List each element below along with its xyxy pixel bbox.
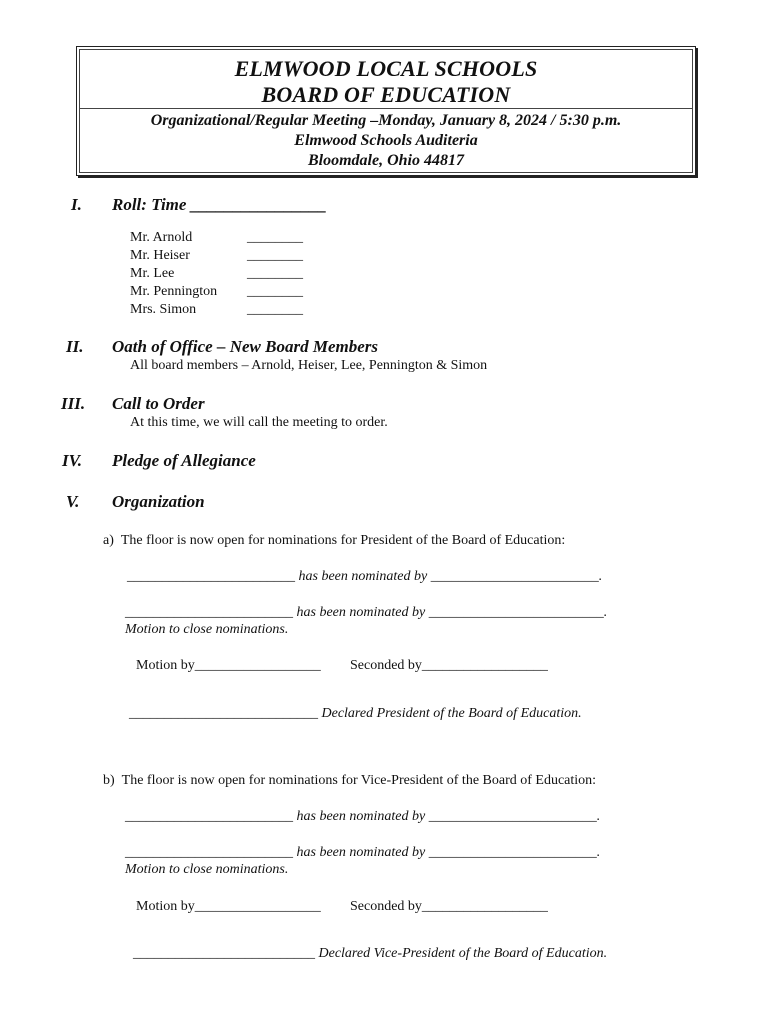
president-declared: ___________________________ Declared President of the Board of Education. [129, 706, 582, 721]
section-title-organization: Organization [112, 492, 205, 511]
header-inner [79, 49, 693, 173]
vice-president-nomination-line: ________________________ has been nominated by ________________________. [125, 845, 601, 860]
roll-member-name: Mr. Pennington [130, 284, 218, 299]
section-title-oath: Oath of Office – New Board Members [112, 337, 378, 356]
president-seconded-by: Seconded by__________________ [350, 658, 548, 673]
roll-member-blank: ________ [247, 230, 303, 245]
president-nomination-line: ________________________ has been nominated by ________________________. [127, 569, 603, 584]
section-text-oath: All board members – Arnold, Heiser, Lee, Pennington & Simon [130, 358, 488, 373]
president-close-nominations: Motion to close nominations. [125, 622, 289, 637]
header-title-line2: BOARD OF EDUCATION [261, 82, 511, 107]
vice-president-motion-by: Motion by__________________ [136, 899, 321, 914]
roll-member-name: Mrs. Simon [130, 302, 197, 317]
section-title-call: Call to Order [112, 394, 205, 413]
header-divider [80, 108, 692, 109]
section-numeral-oath: II. [66, 337, 84, 356]
roll-member-blank: ________ [247, 266, 303, 281]
vice-president-intro: b) The floor is now open for nominations for Vice-President of the Board of Education: [103, 773, 597, 788]
section-title-pledge: Pledge of Allegiance [112, 451, 256, 470]
section-text-call: At this time, we will call the meeting to order. [130, 415, 388, 430]
roll-member-blank: ________ [247, 302, 303, 317]
vice-president-seconded-by: Seconded by__________________ [350, 899, 548, 914]
vice-president-nomination-line: ________________________ has been nominated by ________________________. [125, 809, 601, 824]
header-title-line1: ELMWOOD LOCAL SCHOOLS [234, 56, 538, 81]
roll-member-name: Mr. Heiser [130, 248, 190, 263]
president-motion-by: Motion by__________________ [136, 658, 321, 673]
section-numeral-pledge: IV. [62, 451, 83, 470]
roll-member-blank: ________ [247, 248, 303, 263]
header-box [76, 46, 696, 176]
roll-member-name: Mr. Lee [130, 266, 175, 281]
roll-member-name: Mr. Arnold [130, 230, 193, 245]
president-nomination-line: ________________________ has been nominated by _________________________. [125, 605, 608, 620]
header-city: Bloomdale, Ohio 44817 [307, 152, 464, 169]
header-meeting: Organizational/Regular Meeting –Monday, January 8, 2024 / 5:30 p.m. [150, 112, 622, 129]
roll-member-blank: ________ [247, 284, 303, 299]
vice-president-declared: __________________________ Declared Vice-President of the Board of Education. [133, 946, 608, 961]
section-numeral-roll: I. [71, 195, 82, 214]
president-intro: a) The floor is now open for nominations for President of the Board of Education: [103, 533, 566, 548]
section-numeral-call: III. [61, 394, 86, 413]
section-title-roll: Roll: Time ________________ [112, 195, 327, 214]
section-numeral-organization: V. [66, 492, 80, 511]
vice-president-close-nominations: Motion to close nominations. [125, 862, 289, 877]
header-location: Elmwood Schools Auditeria [294, 132, 478, 149]
